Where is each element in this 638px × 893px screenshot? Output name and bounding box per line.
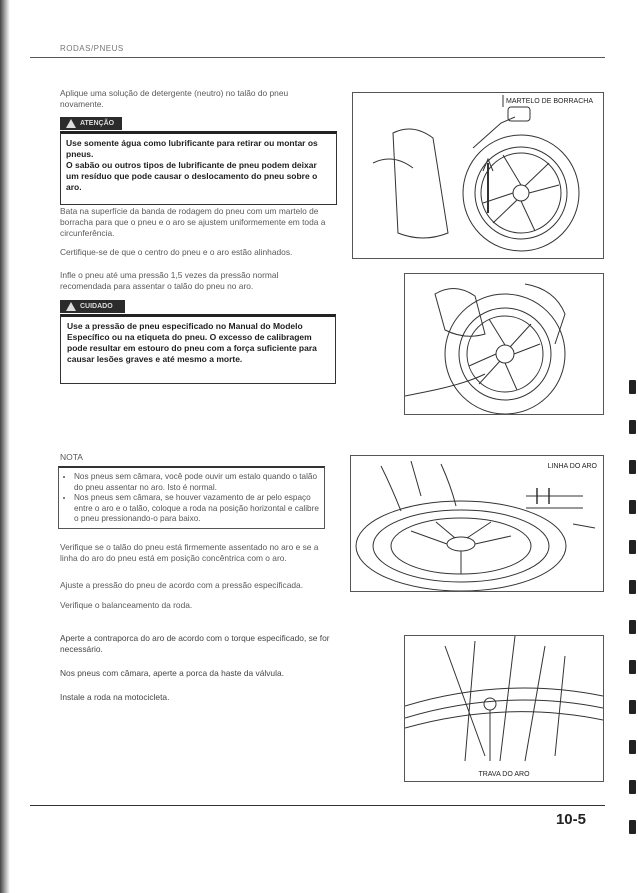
figure-rim-lock [404,635,604,782]
index-tab-mark [629,620,636,634]
paragraph-inflate: Infle o pneu até uma pressão 1,5 vezes da pressão normal recomendada para assentar o talão do pneu no aro. [60,270,279,291]
index-tab-mark [629,380,636,394]
index-tab-mark [629,500,636,514]
paragraph-center-align: Certifique-se de que o centro do pneu e o aro estão alinhados. [60,247,293,257]
note-item-1: • Nos pneus sem câmara, você pode ouvir um estalo quando o talão do pneu assentar no aro. Isto é normal. [74,472,324,493]
paragraph-valve-nut: Nos pneus com câmara, aperte a porca da haste da válvula. [60,668,284,678]
figure-rim-line [350,455,604,592]
paragraph-detergent: Aplique uma solução de detergente (neutro) no talão do pneu novamente. [60,88,289,109]
caution-text: Use a pressão de pneu especificado no Manual do Modelo Específico ou na etiqueta do pneu. O excesso de calibragem pode resultar em estouro do pneu com a força suficiente para causar lesões graves e até mesmo a morte. [67,321,317,364]
header-rule [30,57,605,58]
index-tab-mark [629,780,636,794]
paragraph-install-wheel: Instale a roda na motocicleta. [60,692,170,702]
note-box [58,466,325,529]
warning-badge [60,117,122,130]
warning-box [60,131,337,205]
index-tab-mark [629,420,636,434]
index-tab-mark [629,820,636,834]
binding-edge [0,0,10,893]
paragraph-rim-lock: Aperte a contraporca do aro de acordo com o torque especificado, se for necessário. [60,633,330,654]
warning-badge-label: ATENÇÃO [80,120,115,127]
caution-badge-label: CUIDADO [80,303,113,310]
figure-rubber-hammer [352,92,604,259]
paragraph-adjust-pressure: Ajuste a pressão do pneu de acordo com a pressão especificada. [60,580,304,590]
index-tab-mark [629,460,636,474]
note-item-2: • Nos pneus sem câmara, se houver vazamento de ar pelo espaço entre o aro e o talão, coloque a roda na posição horizontal e calibre o pneu pressionando-o para baixo. [74,493,324,525]
figure-label-rim-lock: TRAVA DO ARO [478,771,530,778]
note-title: NOTA [60,452,83,462]
caution-box [60,314,336,384]
caution-badge [60,300,125,313]
paragraph-balance: Verifique o balanceamento da roda. [60,600,193,610]
figure-label-rim-line: LINHA DO ARO [547,463,597,470]
figure-label-rubber-hammer: MARTELO DE BORRACHA [506,98,593,105]
index-tab-mark [629,700,636,714]
index-tab-mark [629,580,636,594]
index-tab-mark [629,740,636,754]
figure-inflating [404,273,604,415]
index-tab-mark [629,660,636,674]
paragraph-hammer: Bata na superfície da banda de rodagem do pneu com um martelo de borracha para que o pneu e o aro se ajustem uniformemente em toda a circunferência. [60,206,326,238]
page-number: 10-5 [555,811,586,828]
header-title: RODAS/PNEUS [60,44,124,53]
warning-triangle-icon [66,119,76,128]
index-tab-mark [629,540,636,554]
footer-rule [30,805,605,806]
paragraph-bead-check: Verifique se o talão do pneu está firmemente assentado no aro e se a linha do aro do pneu está em posição concêntrica com o aro. [60,542,319,563]
caution-triangle-icon [66,302,76,311]
warning-line-1: Use somente água como lubrificante para retirar ou montar os pneus. [66,138,318,159]
warning-line-2: O sabão ou outros tipos de lubrificante de pneu podem deixar um resíduo que pode causar o deslocamento do pneu sobre o aro. [66,160,318,192]
